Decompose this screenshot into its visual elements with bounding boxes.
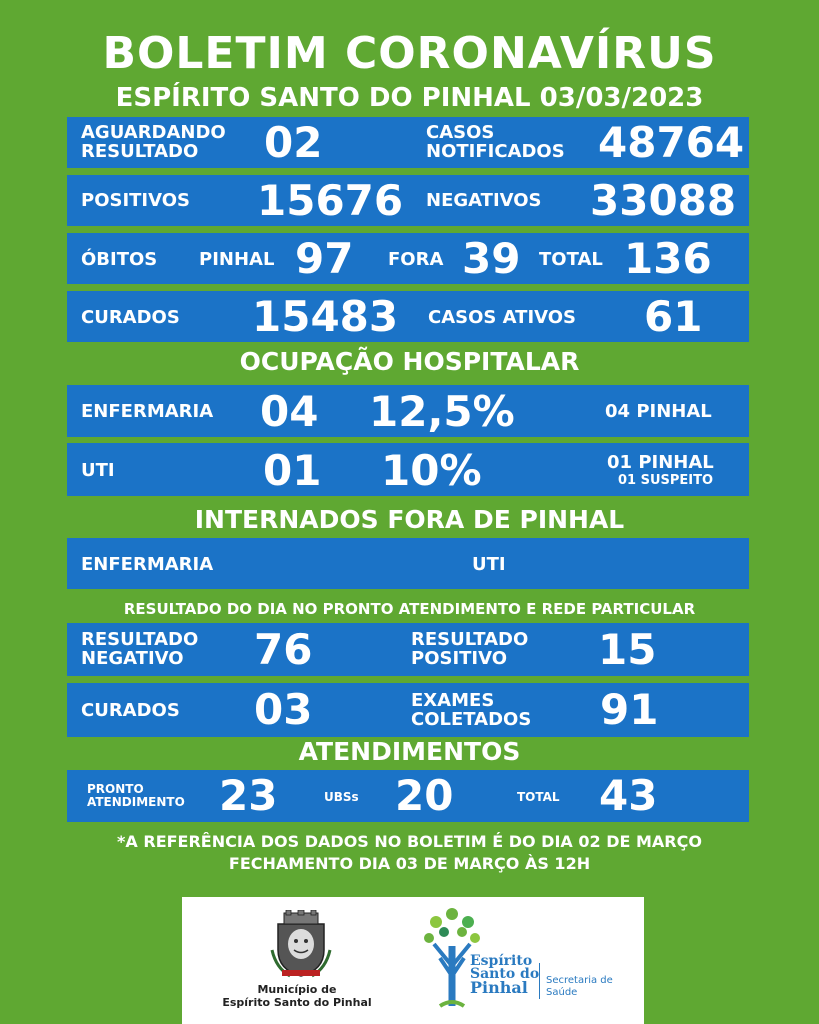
uti-note: 01 PINHAL — [607, 452, 714, 473]
atendimentos-total-label: TOTAL — [517, 790, 560, 804]
pronto-curados-value: 03 — [254, 685, 313, 734]
uti-label: UTI — [81, 460, 115, 481]
row-positivos-negativos — [67, 175, 749, 226]
uti-percent: 10% — [381, 446, 482, 495]
obitos-fora-value: 39 — [462, 234, 521, 283]
resultado-positivo-label: RESULTADO POSITIVO — [411, 629, 529, 669]
row-atendimentos — [67, 770, 749, 822]
ocupacao-heading: OCUPAÇÃO HOSPITALAR — [239, 347, 580, 376]
row-curados-ativos — [67, 291, 749, 342]
atendimentos-heading: ATENDIMENTOS — [298, 737, 521, 766]
negativos-value: 33088 — [590, 176, 737, 225]
pronto-curados-label: CURADOS — [81, 700, 180, 721]
row-resultados-pronto — [67, 623, 749, 676]
row-aguardando-notificados — [67, 117, 749, 168]
row-ocupacao-enfermaria — [67, 385, 749, 437]
casos-ativos-value: 61 — [644, 292, 703, 341]
aguardando-value: 02 — [264, 118, 323, 167]
row-ocupacao-uti — [67, 443, 749, 496]
ubs-label: UBSs — [324, 790, 359, 804]
positivos-value: 15676 — [257, 176, 404, 225]
curados-label: CURADOS — [81, 307, 180, 328]
resultado-positivo-value: 15 — [598, 625, 657, 674]
exames-coletados-label: EXAMES COLETADOS — [411, 690, 532, 730]
obitos-total-label: TOTAL — [539, 249, 603, 270]
row-obitos — [67, 233, 749, 284]
notificados-value: 48764 — [598, 118, 745, 167]
row-internados-fora — [67, 538, 749, 589]
internados-enfermaria-label: ENFERMARIA — [81, 554, 214, 575]
logo-wordmark: Espírito Santo do Pinhal — [470, 953, 540, 997]
exames-coletados-value: 91 — [600, 685, 659, 734]
secretaria-label: Secretaria de Saúde — [546, 975, 613, 998]
municipal-crest-icon — [270, 910, 332, 980]
enfermaria-note: 04 PINHAL — [605, 401, 712, 422]
obitos-pinhal-label: PINHAL — [199, 249, 275, 270]
footnote-line-2: FECHAMENTO DIA 03 DE MARÇO ÀS 12H — [228, 854, 591, 873]
pronto-atendimento-label: PRONTO ATENDIMENTO — [87, 782, 185, 809]
curados-value: 15483 — [252, 292, 399, 341]
logo-divider — [539, 963, 540, 999]
resultado-negativo-label: RESULTADO NEGATIVO — [81, 629, 199, 669]
enfermaria-percent: 12,5% — [369, 387, 515, 436]
negativos-label: NEGATIVOS — [426, 190, 542, 211]
row-curados-exames — [67, 683, 749, 737]
internados-uti-label: UTI — [472, 554, 506, 575]
atendimentos-total-value: 43 — [599, 771, 658, 820]
obitos-pinhal-value: 97 — [295, 234, 354, 283]
positivos-label: POSITIVOS — [81, 190, 191, 211]
enfermaria-value: 04 — [260, 387, 319, 436]
ubs-value: 20 — [395, 771, 454, 820]
municipio-caption: Município de Espírito Santo do Pinhal — [222, 983, 372, 1009]
obitos-fora-label: FORA — [388, 249, 444, 270]
footnote-line-1: *A REFERÊNCIA DOS DADOS NO BOLETIM É DO DIA 02 DE MARÇO — [117, 832, 702, 851]
enfermaria-label: ENFERMARIA — [81, 401, 214, 422]
obitos-total-value: 136 — [624, 234, 712, 283]
aguardando-label: AGUARDANDO RESULTADO — [81, 122, 226, 162]
uti-note-suspeito: 01 SUSPEITO — [618, 473, 714, 488]
casos-ativos-label: CASOS ATIVOS — [428, 307, 577, 328]
pronto-heading: RESULTADO DO DIA NO PRONTO ATENDIMENTO E REDE PARTICULAR — [123, 600, 696, 618]
uti-value: 01 — [263, 446, 322, 495]
notificados-label: CASOS NOTIFICADOS — [426, 122, 565, 162]
bulletin-title: BOLETIM CORONAVÍRUS — [102, 28, 717, 79]
obitos-label: ÓBITOS — [81, 249, 158, 270]
internados-heading: INTERNADOS FORA DE PINHAL — [194, 505, 625, 534]
footer-logos — [182, 897, 644, 1024]
resultado-negativo-value: 76 — [254, 625, 313, 674]
bulletin-subtitle: ESPÍRITO SANTO DO PINHAL 03/03/2023 — [115, 83, 704, 113]
pronto-atendimento-value: 23 — [219, 771, 278, 820]
